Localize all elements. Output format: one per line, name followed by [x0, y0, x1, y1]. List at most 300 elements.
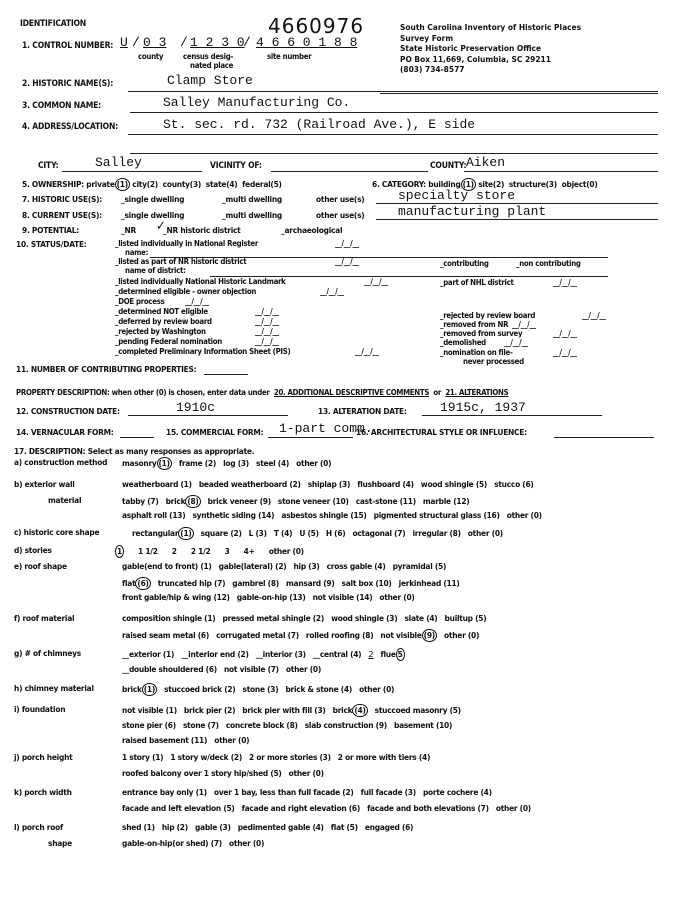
- agency-block: [400, 22, 581, 75]
- date-blank[interactable]: __/__/__: [553, 278, 577, 287]
- option[interactable]: other (0): [214, 735, 250, 745]
- date-blank[interactable]: __/__/__: [335, 257, 359, 266]
- option[interactable]: 2 1/2: [190, 546, 211, 556]
- description-options-line: [122, 629, 479, 642]
- option[interactable]: flue: [380, 649, 396, 659]
- option[interactable]: gable-on-hip (13): [236, 592, 306, 602]
- status-demolished[interactable]: _demolished: [440, 338, 486, 347]
- option[interactable]: flushboard (4): [357, 479, 414, 489]
- option[interactable]: 1 story (1): [122, 752, 164, 762]
- option[interactable]: stuccoed brick (2): [164, 684, 236, 694]
- option[interactable]: entrance bay only (1): [122, 787, 207, 797]
- circled-selection[interactable]: 5: [397, 649, 403, 659]
- checkmark-icon: ✓: [156, 219, 166, 234]
- county-field[interactable]: Aiken: [466, 155, 506, 170]
- description-options-line: [122, 592, 415, 602]
- option-gap: [298, 720, 305, 730]
- date-blank[interactable]: __/__/__: [364, 277, 388, 286]
- status-owner-objection[interactable]: _determined eligible - owner objection: [115, 287, 257, 296]
- potential-nr[interactable]: _NR: [121, 225, 136, 235]
- status-deferred[interactable]: _deferred by review board: [115, 317, 212, 326]
- option-gap: [279, 578, 286, 588]
- option-gap: [255, 546, 269, 556]
- description-row-label: material: [48, 494, 82, 505]
- option[interactable]: __double shouldered (6): [122, 663, 217, 674]
- description-row-label: f) roof material: [14, 613, 75, 623]
- option-gap: [387, 720, 394, 730]
- option-gap: [177, 546, 191, 556]
- option[interactable]: synthetic siding (14): [192, 510, 275, 520]
- current-single[interactable]: _single dwelling: [121, 210, 185, 220]
- description-options-line: [122, 704, 461, 717]
- agency-line: State Historic Preservation Office: [400, 43, 542, 53]
- option[interactable]: truncated hip (7): [157, 577, 226, 588]
- status-non-contributing[interactable]: _non contributing: [516, 259, 581, 268]
- option[interactable]: flat: [122, 577, 136, 588]
- site-caption: site number: [267, 52, 312, 61]
- status-listed-individually[interactable]: _listed individually in National Register: [115, 239, 259, 248]
- option-gap: [157, 684, 164, 694]
- common-name-field[interactable]: Salley Manufacturing Co.: [163, 95, 351, 110]
- handwritten-number: 4660976: [268, 14, 365, 38]
- option[interactable]: hip (2): [161, 822, 188, 832]
- option[interactable]: gable-on-hip(or shed) (7): [122, 837, 222, 848]
- description-row-label: b) exterior wall: [14, 479, 75, 489]
- option-gap: [249, 458, 256, 468]
- option[interactable]: other (0): [379, 592, 415, 602]
- status-nhl[interactable]: _listed individually National Historic Landmark: [115, 277, 286, 286]
- description-options-line: [122, 510, 542, 520]
- option[interactable]: flat (5): [330, 822, 358, 832]
- option[interactable]: wood shingle (3): [331, 613, 398, 623]
- option[interactable]: brick: [332, 705, 353, 715]
- option[interactable]: __exterior (1): [122, 649, 175, 659]
- option[interactable]: facade and left elevation (5): [122, 802, 235, 813]
- status-part-nhl[interactable]: _part of NHL district: [440, 278, 514, 287]
- option[interactable]: stuccoed masonry (5): [374, 705, 461, 715]
- desc-link-alterations: 21. ALTERATIONS: [445, 388, 509, 397]
- city-label: CITY:: [38, 161, 59, 171]
- option[interactable]: pigmented structural glass (16): [373, 510, 500, 520]
- option[interactable]: brick pier with fill (3): [242, 705, 326, 715]
- option[interactable]: other (0): [444, 629, 480, 640]
- option[interactable]: 1 1/2: [138, 546, 158, 556]
- circled-selection[interactable]: (6): [137, 577, 149, 588]
- date-blank[interactable]: __/__/__: [320, 287, 344, 296]
- status-listed-part[interactable]: _listed as part of NR historic district: [115, 257, 247, 266]
- option-gap: [279, 664, 286, 674]
- option-gap: [271, 496, 278, 506]
- option[interactable]: not visible (1): [122, 705, 177, 715]
- option[interactable]: corrugated metal (7): [216, 629, 299, 640]
- option[interactable]: front gable/hip & wing (12): [122, 592, 230, 602]
- place-caption: census desig-: [183, 52, 234, 61]
- option[interactable]: slate (4): [404, 613, 438, 623]
- option[interactable]: irregular (8): [412, 528, 461, 538]
- date-blank[interactable]: __/__/__: [335, 239, 359, 248]
- option[interactable]: stone pier (6): [122, 719, 176, 730]
- option-gap: [324, 822, 331, 832]
- option[interactable]: cast-stone (11): [355, 495, 416, 506]
- description-options-line: [122, 495, 469, 508]
- status-removed-survey[interactable]: _removed from survey: [440, 329, 523, 338]
- historic-use-label: 7. HISTORIC USE(S):: [22, 194, 103, 204]
- option-gap: [230, 592, 237, 602]
- option[interactable]: brick: [165, 495, 186, 506]
- option-gap: [437, 613, 444, 623]
- option[interactable]: 4+: [243, 546, 255, 556]
- option[interactable]: over 1 bay, less than full facade (2): [213, 787, 354, 797]
- control-number-label: 1. CONTROL NUMBER:: [22, 41, 114, 51]
- option[interactable]: tabby (7): [122, 495, 159, 506]
- status-contributing[interactable]: _contributing: [440, 259, 489, 268]
- ownership-city[interactable]: city(2): [132, 179, 158, 189]
- current-multi[interactable]: _multi dwelling: [222, 210, 282, 220]
- potential-label: 9. POTENTIAL:: [22, 225, 80, 235]
- description-row-label: h) chimney material: [14, 683, 94, 693]
- option-gap: [306, 592, 313, 602]
- option[interactable]: gambrel (8): [232, 577, 279, 588]
- option-gap: [212, 561, 219, 571]
- status-rejected-washington[interactable]: _rejected by Washington: [115, 327, 206, 336]
- option[interactable]: __central (4): [312, 649, 362, 659]
- option[interactable]: builtup (5): [444, 613, 487, 623]
- option-gap: [349, 496, 356, 506]
- date-blank[interactable]: __/__/__: [255, 317, 279, 326]
- option-gap: [282, 768, 289, 778]
- option-gap: [230, 546, 244, 556]
- option-gap: [461, 528, 468, 538]
- control-site[interactable]: 4 6 6 0 1 8 8: [256, 35, 358, 50]
- option[interactable]: square (2): [200, 528, 242, 538]
- city-field[interactable]: Salley: [95, 155, 142, 170]
- option[interactable]: raised seam metal (6): [122, 629, 210, 640]
- option[interactable]: other (0): [229, 837, 265, 848]
- option[interactable]: stone (3): [242, 684, 279, 694]
- description-row-label: e) roof shape: [14, 561, 67, 571]
- date-blank[interactable]: __/__/__: [553, 348, 577, 357]
- ownership-label: 5. OWNERSHIP:: [22, 179, 84, 189]
- circled-selection[interactable]: (8): [187, 495, 199, 506]
- option[interactable]: not visible (7): [223, 663, 279, 674]
- commercial-form-label: 15. COMMERCIAL FORM:: [166, 427, 264, 437]
- current-other: other use(s): [316, 210, 365, 220]
- option-gap: [358, 822, 365, 832]
- category-object[interactable]: object(0): [561, 179, 598, 189]
- option[interactable]: 2: [171, 546, 177, 556]
- option-gap: [416, 496, 423, 506]
- option[interactable]: L (3): [248, 528, 267, 538]
- option-gap: [392, 578, 399, 588]
- historic-use-field[interactable]: specialty store: [398, 188, 516, 203]
- option-gap: [209, 630, 216, 640]
- option[interactable]: stucco (6): [494, 479, 534, 489]
- option[interactable]: stone veneer (10): [277, 495, 349, 506]
- circled-selection[interactable]: 1: [117, 546, 122, 556]
- option[interactable]: roofed balcony over 1 story hip/shed (5): [122, 767, 282, 778]
- historic-other: other use(s): [316, 194, 365, 204]
- date-blank[interactable]: __/__/__: [504, 338, 528, 347]
- option-gap: [176, 720, 183, 730]
- option[interactable]: asbestos shingle (15): [281, 510, 367, 520]
- option-gap: [489, 803, 496, 813]
- option-gap: [188, 822, 195, 832]
- option-gap: [299, 630, 306, 640]
- option[interactable]: asphalt roll (13): [122, 510, 186, 520]
- option[interactable]: concrete block (8): [225, 719, 298, 730]
- status-removed-nr[interactable]: _removed from NR: [440, 320, 509, 329]
- historic-multi[interactable]: _multi dwelling: [222, 194, 282, 204]
- option-gap: [306, 649, 313, 659]
- option-gap: [360, 803, 367, 813]
- option[interactable]: log (3): [223, 458, 249, 468]
- option-gap: [354, 787, 361, 797]
- handwritten-count[interactable]: 2: [368, 649, 374, 659]
- option[interactable]: hip (3): [293, 561, 320, 571]
- circled-selection[interactable]: (1): [143, 684, 156, 694]
- potential-district[interactable]: _NR historic district: [163, 225, 241, 235]
- description-options-line: [122, 613, 486, 623]
- option[interactable]: not visible (14): [312, 592, 373, 602]
- desc-note: [16, 388, 508, 397]
- option[interactable]: brick pier (2): [183, 705, 236, 715]
- option[interactable]: jerkinhead (11): [398, 577, 460, 588]
- date-blank[interactable]: __/__/__: [185, 297, 209, 306]
- option[interactable]: 3: [224, 546, 230, 556]
- date-blank[interactable]: __/__/__: [582, 311, 606, 320]
- option[interactable]: pedimented gable (4): [237, 822, 324, 832]
- option[interactable]: H (6): [325, 528, 346, 538]
- historic-single[interactable]: _single dwelling: [121, 194, 185, 204]
- ownership-private-circled[interactable]: (1): [116, 179, 128, 189]
- option-gap: [201, 496, 208, 506]
- option-gap: [335, 578, 342, 588]
- option[interactable]: other (0): [268, 546, 304, 556]
- date-blank[interactable]: __/__/__: [553, 329, 577, 338]
- ownership-private[interactable]: private: [86, 179, 115, 189]
- option[interactable]: full facade (3): [360, 787, 416, 797]
- current-use-label: 8. CURRENT USE(S):: [22, 210, 102, 220]
- option[interactable]: pyramidal (5): [392, 561, 447, 571]
- option[interactable]: gable(end to front) (1): [122, 561, 212, 571]
- option-gap: [386, 561, 393, 571]
- historic-name-field[interactable]: Clamp Store: [167, 73, 253, 88]
- option[interactable]: other (0): [359, 684, 395, 694]
- option-gap: [211, 546, 225, 556]
- option[interactable]: rectangular: [132, 528, 179, 538]
- option[interactable]: pressed metal shingle (2): [222, 613, 325, 623]
- option-gap: [242, 528, 249, 538]
- description-options-line: [122, 577, 460, 590]
- option[interactable]: steel (4): [256, 458, 290, 468]
- option-gap: [235, 684, 242, 694]
- description-options-line: [122, 822, 413, 832]
- category-building-circled[interactable]: (1): [462, 179, 474, 189]
- description-options-line: [122, 561, 446, 571]
- status-never-processed: never processed: [463, 357, 524, 366]
- option-gap: [159, 496, 166, 506]
- option[interactable]: not visible: [380, 629, 422, 640]
- circled-selection[interactable]: (4): [354, 705, 366, 715]
- option[interactable]: other (0): [288, 767, 324, 778]
- option-gap: [222, 838, 229, 848]
- circled-selection[interactable]: (1): [158, 458, 170, 468]
- county-caption: county: [138, 52, 164, 61]
- description-options-line: [122, 768, 324, 778]
- option[interactable]: gable(lateral) (2): [218, 561, 287, 571]
- date-blank[interactable]: __/__/__: [255, 327, 279, 336]
- ownership-county[interactable]: county(3): [162, 179, 202, 189]
- option[interactable]: rolled roofing (8): [305, 629, 374, 640]
- option[interactable]: facade and right elevation (6): [241, 802, 361, 813]
- option-gap: [437, 630, 444, 640]
- historic-name-label: 2. HISTORIC NAME(S):: [22, 79, 114, 89]
- option[interactable]: 1 story w/deck (2): [170, 752, 242, 762]
- option[interactable]: weatherboard (1): [122, 479, 192, 489]
- option[interactable]: facade and both elevations (7): [367, 802, 489, 813]
- option-gap: [352, 684, 359, 694]
- status-doe[interactable]: _DOE process: [115, 297, 165, 306]
- description-options-line: [122, 664, 321, 674]
- circled-selection[interactable]: (1): [180, 528, 192, 538]
- option[interactable]: engaged (6): [364, 822, 414, 832]
- desc-link-additional: 20. ADDITIONAL DESCRIPTIVE COMMENTS: [273, 388, 430, 397]
- option-gap: [267, 528, 274, 538]
- status-nomination-file[interactable]: _nomination on file-: [440, 348, 513, 357]
- category-label: 6. CATEGORY:: [372, 179, 426, 189]
- desc-note-text: PROPERTY DESCRIPTION: when other (0) is chosen, enter data under: [16, 388, 270, 397]
- control-county[interactable]: 0 3: [143, 35, 167, 50]
- description-title: 17. DESCRIPTION: Select as many responses as appropriate.: [14, 446, 255, 456]
- option[interactable]: raised basement (11): [122, 735, 208, 745]
- option-gap: [177, 705, 184, 715]
- description-row-label: k) porch width: [14, 787, 72, 797]
- option[interactable]: salt box (10): [341, 577, 392, 588]
- date-blank[interactable]: __/__/__: [255, 307, 279, 316]
- contributing-props-label: 11. NUMBER OF CONTRIBUTING PROPERTIES:: [16, 364, 197, 374]
- option[interactable]: __interior end (2): [181, 649, 249, 659]
- option-gap: [217, 664, 224, 674]
- option[interactable]: other (0): [506, 510, 542, 520]
- category-site[interactable]: site(2): [478, 179, 505, 189]
- option[interactable]: __interior (3): [255, 649, 306, 659]
- description-row-label: l) porch roof: [14, 822, 63, 832]
- option-gap: [231, 822, 238, 832]
- option-gap: [301, 479, 308, 489]
- date-blank[interactable]: __/__/__: [355, 347, 379, 356]
- description-options-line: [122, 752, 430, 762]
- option[interactable]: other (0): [495, 802, 531, 813]
- option-gap: [219, 720, 226, 730]
- option[interactable]: beaded weatherboard (2): [198, 479, 301, 489]
- option[interactable]: wood shingle (5): [420, 479, 488, 489]
- option[interactable]: stone (7): [182, 719, 219, 730]
- option-gap: [235, 803, 242, 813]
- option[interactable]: other (0): [285, 663, 322, 674]
- ownership-row: [22, 178, 282, 191]
- circled-selection[interactable]: (9): [423, 629, 435, 640]
- option[interactable]: T (4): [273, 528, 293, 538]
- option-gap: [319, 528, 326, 538]
- vernacular-form-label: 14. VERNACULAR FORM:: [16, 427, 114, 437]
- option-gap: [368, 705, 375, 715]
- address-label: 4. ADDRESS/LOCATION:: [22, 122, 119, 132]
- option-gap: [331, 752, 338, 762]
- option[interactable]: gable (3): [194, 822, 231, 832]
- option[interactable]: other (0): [467, 528, 503, 538]
- option[interactable]: brick & stone (4): [285, 684, 353, 694]
- status-rejected-board[interactable]: _rejected by review board: [440, 311, 536, 320]
- option[interactable]: marble (12): [422, 495, 470, 506]
- date-blank[interactable]: __/__/__: [255, 337, 279, 346]
- option[interactable]: mansard (9): [286, 577, 335, 588]
- commercial-form-field[interactable]: 1-part comm.: [279, 421, 373, 436]
- agency-line: Survey Form: [400, 32, 454, 43]
- option[interactable]: octagonal (7): [352, 528, 406, 538]
- option[interactable]: shiplap (3): [307, 479, 351, 489]
- option-gap: [414, 479, 421, 489]
- agency-line: South Carolina Inventory of Historic Places: [400, 22, 582, 32]
- option[interactable]: brick veneer (9): [207, 495, 271, 506]
- control-place[interactable]: 1 2 3 0: [190, 35, 245, 50]
- option[interactable]: porte cochere (4): [422, 787, 492, 797]
- section-heading: IDENTIFICATION: [20, 19, 86, 29]
- county-label: COUNTY:: [430, 161, 467, 171]
- option[interactable]: other (0): [296, 458, 332, 468]
- description-options-line: [122, 683, 394, 696]
- potential-arch[interactable]: _archaeological: [281, 225, 343, 235]
- option[interactable]: composition shingle (1): [122, 613, 216, 623]
- status-pis[interactable]: _completed Preliminary Information Sheet (PIS): [115, 347, 291, 356]
- option[interactable]: shed (1): [122, 822, 155, 832]
- status-not-eligible[interactable]: _determined NOT eligible: [115, 307, 208, 316]
- option-gap: [326, 705, 333, 715]
- current-use-field[interactable]: manufacturing plant: [398, 204, 547, 219]
- option[interactable]: frame (2): [178, 458, 217, 468]
- status-name: name:: [125, 248, 149, 257]
- option[interactable]: slab construction (9): [304, 719, 387, 730]
- option[interactable]: brick: [122, 684, 142, 694]
- option[interactable]: cross gable (4): [326, 561, 386, 571]
- control-prefix[interactable]: U: [120, 35, 128, 50]
- status-pending[interactable]: _pending Federal nomination: [115, 337, 222, 346]
- status-name-of-district: name of district:: [125, 266, 186, 275]
- common-name-label: 3. COMMON NAME:: [22, 101, 101, 111]
- construction-date-field[interactable]: 1910c: [176, 400, 216, 415]
- date-blank[interactable]: __/__/__: [512, 320, 536, 329]
- option-gap: [158, 546, 172, 556]
- desc-or: or: [433, 388, 442, 397]
- category-building[interactable]: building: [428, 179, 461, 189]
- category-structure[interactable]: structure(3): [508, 179, 557, 189]
- option-gap: [249, 649, 256, 659]
- alteration-date-field[interactable]: 1915c, 1937: [440, 400, 526, 415]
- option[interactable]: basement (10): [393, 719, 453, 730]
- option[interactable]: U (5): [299, 528, 319, 538]
- description-options-line: [122, 457, 331, 470]
- option-gap: [416, 787, 423, 797]
- address-field[interactable]: St. sec. rd. 732 (Railroad Ave.), E side: [163, 117, 476, 132]
- status-label: 10. STATUS/DATE:: [16, 239, 87, 249]
- option[interactable]: 2 or more stories (3): [249, 752, 331, 762]
- option[interactable]: 2 or more with tiers (4): [337, 752, 431, 762]
- ownership-federal[interactable]: federal(5): [242, 179, 282, 189]
- description-options-line: [115, 545, 304, 558]
- description-row-label: a) construction method: [14, 457, 108, 467]
- ownership-state[interactable]: state(4): [205, 179, 238, 189]
- option[interactable]: masonry: [122, 458, 157, 468]
- option-gap: [345, 528, 352, 538]
